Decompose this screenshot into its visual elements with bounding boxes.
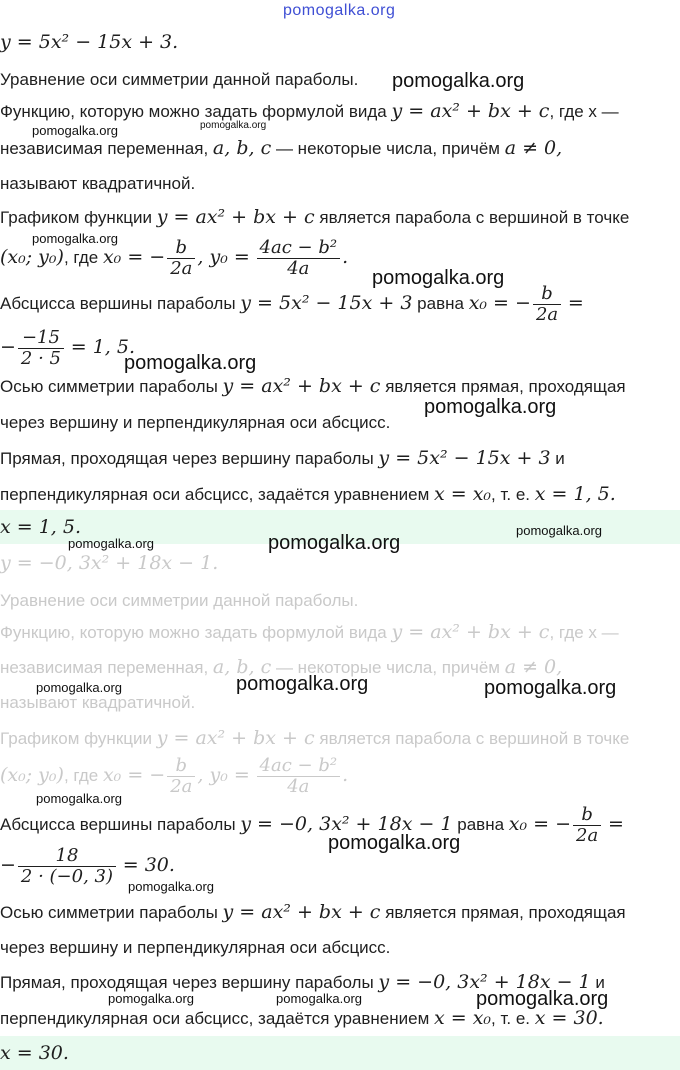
part2-graph-b: y = ax² + bx + c [156,727,315,749]
part1-line-line-2 [0,482,680,507]
part1-def1-a: Функцию, которую можно задать формулой вида [0,102,387,121]
part2-frac-y [257,756,341,797]
part2-abs-b: y = −0, 3x² + 18x − 1 [240,813,453,835]
part2-line-a: Прямая, проходящая через вершину параболы [0,973,374,992]
part2-calc-b: = 30. [122,854,175,876]
part1-line-c: и [555,449,565,468]
part2-axis-line [0,900,680,925]
watermark: pomogalka.org [328,832,461,854]
part2-line2-a: перпендикулярная оси абсцисс, задаётся уравнением [0,1009,430,1028]
part1-axis-line-2 [0,411,680,435]
part1-frac-b-num: b [167,238,195,259]
part1-vertex-d: , y₀ = [197,246,250,268]
part2-frac-b-den: 2a [170,776,193,798]
watermark: pomogalka.org [32,231,118,246]
part1-vertex-e: . [342,246,349,268]
part1-abs-b: y = 5x² − 15x + 3 [240,292,413,314]
part2-vertex-e: . [342,764,349,786]
part1-abs-c: равна [417,294,464,313]
watermark: pomogalka.org [516,523,602,538]
part1-calc-line [0,326,680,369]
part2-abs-e: = [607,813,624,835]
part1-def-line-2 [0,136,680,161]
part1-def2-d: a ≠ 0, [504,137,563,159]
watermark: pomogalka.org [236,673,369,695]
part2-frac-b [167,756,195,797]
part1-axis-b: y = ax² + bx + c [222,375,381,397]
part1-line2-b: x = x₀ [434,483,492,505]
part1-axis-line [0,374,680,399]
part2-answer-text: x = 30. [0,1042,69,1064]
part2-abs-frac-den: 2a [576,825,599,847]
part2-line-c: и [595,973,605,992]
watermark: pomogalka.org [372,267,505,289]
part1-def2-a: независимая переменная, [0,139,209,158]
part1-calc-frac-num: −15 [18,328,64,349]
part1-title-line [0,68,680,92]
part2-def1-a: Функцию, которую можно задать формулой вида [0,623,387,642]
part2-def2-a: независимая переменная, [0,658,209,677]
part2-axis-line-2 [0,936,680,960]
part1-abs-frac-num: b [533,284,561,305]
part1-line-line [0,446,680,471]
part1-frac-y-num: 4ac − b² [257,238,341,259]
part1-abs-frac [533,284,561,325]
part2-def-line-1 [0,620,680,645]
part2-calc-frac-den: 2 · (−0, 3) [20,866,114,888]
part2-def1-c: , где x — [549,623,619,642]
part2-def2-d: a ≠ 0, [504,656,563,678]
part2-abs-d: x₀ = − [508,813,572,835]
part2-vertex-b: , где [63,766,99,785]
part2-line2-b: x = x₀ [434,1007,492,1029]
part1-def1-c: , где x — [549,102,619,121]
part2-vertex-d: , y₀ = [197,764,250,786]
part1-abs-d: x₀ = − [468,292,531,314]
part1-frac-b-den: 2a [170,258,193,280]
part2-calc-a: − [0,854,16,876]
part2-line2-c: , т. е. [491,1009,531,1028]
part1-calc-a: − [0,336,16,358]
watermark: pomogalka.org [36,791,122,806]
part2-vertex-c: x₀ = − [102,764,166,786]
part1-def-line-3 [0,172,680,196]
part2-graph-c: является парабола с вершиной в точке [319,729,630,748]
part1-graph-a: Графиком функции [0,208,152,227]
part1-frac-y-den: 4a [287,258,310,280]
watermark: pomogalka.org [476,988,609,1010]
part2-abs-a: Абсцисса вершины параболы [0,815,236,834]
watermark: pomogalka.org [128,879,214,894]
part1-graph-b: y = ax² + bx + c [156,206,315,228]
part1-def3: называют квадратичной. [0,174,196,193]
part2-axis2: через вершину и перпендикулярная оси абсцисс. [0,938,391,957]
part1-abs-frac-den: 2a [535,304,559,326]
part1-calc-frac [18,328,64,369]
part2-title-line [0,589,680,613]
part2-def1-b: y = ax² + bx + c [391,621,550,643]
part1-line2-a: перпендикулярная оси абсцисс, задаётся уравнением [0,485,430,504]
part1-equation [0,30,680,55]
watermark: pomogalka.org [268,532,401,554]
part2-abs-frac [573,805,601,846]
part2-axis-b: y = ax² + bx + c [222,901,381,923]
watermark: pomogalka.org [200,120,267,131]
part2-calc-frac-num: 18 [18,846,116,867]
part2-frac-y-den: 4a [287,776,310,798]
part2-def2-c: — некоторые числа, причём [275,658,500,677]
part1-frac-b [167,238,195,279]
part2-graph-a: Графиком функции [0,729,152,748]
part2-axis-a: Осью симметрии параболы [0,903,218,922]
watermark: pomogalka.org [36,680,122,695]
part1-def2-b: a, b, c [212,137,272,159]
part1-line2-d: x = 1, 5. [534,483,616,505]
part2-equation-text: y = −0, 3x² + 18x − 1. [0,552,219,574]
part2-frac-y-num: 4ac − b² [257,756,341,777]
part2-vertex-a: (x₀; y₀) [0,764,64,786]
part1-vertex-b: , где [63,248,99,267]
part1-abs-e: = [567,292,584,314]
part1-abs-line [0,282,680,325]
watermark: pomogalka.org [424,396,557,418]
watermark: pomogalka.org [108,991,194,1006]
part1-abs-a: Абсцисса вершины параболы [0,294,236,313]
part1-vertex-a: (x₀; y₀) [0,246,64,268]
part1-graph-c: является парабола с вершиной в точке [319,208,630,227]
part1-def2-c: — некоторые числа, причём [275,139,500,158]
part1-line-b: y = 5x² − 15x + 3 [378,447,551,469]
part1-def-line-1 [0,99,680,124]
part1-line-a: Прямая, проходящая через вершину параболы [0,449,374,468]
part1-calc-b: = 1, 5. [70,336,135,358]
part1-axis-c: является прямая, проходящая [385,377,626,396]
site-watermark-top: pomogalka.org [283,2,396,19]
watermark: pomogalka.org [68,536,154,551]
part2-title-text: Уравнение оси симметрии данной параболы. [0,591,359,610]
part2-answer-line [0,1041,680,1066]
watermark: pomogalka.org [392,70,525,92]
part1-axis-a: Осью симметрии параболы [0,377,218,396]
part2-def3: называют квадратичной. [0,693,196,712]
watermark: pomogalka.org [32,123,118,138]
part2-abs-c: равна [457,815,505,834]
part1-axis2: через вершину и перпендикулярная оси абсцисс. [0,413,391,432]
part1-title-text: Уравнение оси симметрии данной параболы. [0,70,359,89]
part2-answer-box [0,1036,680,1070]
part1-calc-frac-den: 2 · 5 [20,348,61,370]
part2-frac-b-num: b [167,756,195,777]
part1-frac-y [257,238,341,279]
watermark: pomogalka.org [276,991,362,1006]
part2-abs-frac-num: b [573,805,601,826]
part1-equation-text: y = 5x² − 15x + 3. [0,31,179,53]
part1-line2-c: , т. е. [491,485,531,504]
part2-graph-line [0,726,680,751]
part2-line2-d: x = 30. [534,1007,604,1029]
part1-answer-text: x = 1, 5. [0,516,82,538]
part2-axis-c: является прямая, проходящая [385,903,626,922]
part2-line-b: y = −0, 3x² + 18x − 1 [378,971,591,993]
part1-def1-b: y = ax² + bx + c [391,100,550,122]
part2-calc-frac [18,846,116,887]
part2-def2-b: a, b, c [212,656,272,678]
watermark: pomogalka.org [484,677,617,699]
part1-vertex-c: x₀ = − [102,246,166,268]
watermark: pomogalka.org [124,352,257,374]
part1-graph-line [0,205,680,230]
